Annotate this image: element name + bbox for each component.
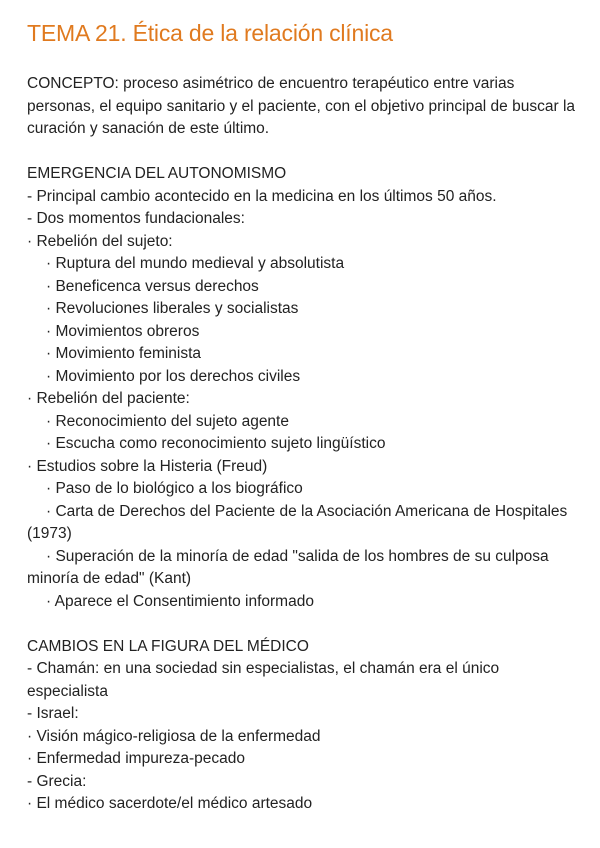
list-item: · Escucha como reconocimiento sujeto lingüístico bbox=[46, 435, 386, 452]
list-item: · Movimiento por los derechos civiles bbox=[46, 367, 301, 385]
list-item: - Dos momentos fundacionales: bbox=[27, 210, 245, 227]
concept-text: proceso asimétrico de encuentro terapéutico entre varias personas, el equipo sanitario y el paciente, con el objetivo principal de buscar la curación y sanación de este último. bbox=[27, 75, 576, 137]
section-lines bbox=[27, 658, 577, 816]
list-item: - Chamán: en una sociedad sin especialistas, el chamán era el único especialista bbox=[27, 660, 500, 700]
list-item: · Carta de Derechos del Paciente de la Asociación Americana de Hospitales (1973) bbox=[27, 502, 568, 542]
list-item: · Enfermedad impureza-pecado bbox=[27, 750, 245, 767]
spacer bbox=[27, 613, 577, 636]
list-item: · Visión mágico-religiosa de la enfermedad bbox=[27, 727, 321, 745]
list-item: · El médico sacerdote/el médico artesado bbox=[27, 795, 313, 812]
list-item: · Ruptura del mundo medieval y absolutista bbox=[46, 255, 345, 272]
section-autonomismo bbox=[27, 163, 577, 613]
list-item: · Movimiento feminista bbox=[46, 345, 202, 362]
list-item: · Superación de la minoría de edad "salida de los hombres de su culposa minoría de edad" (Kant) bbox=[27, 547, 549, 587]
list-item: · Rebelión del paciente: bbox=[27, 390, 190, 407]
list-item: - Grecia: bbox=[27, 772, 87, 790]
list-item: · Estudios sobre la Histeria (Freud) bbox=[27, 457, 268, 475]
concept-label: CONCEPTO: bbox=[27, 75, 119, 92]
list-item: · Reconocimiento del sujeto agente bbox=[46, 412, 289, 430]
list-item: - Principal cambio acontecido en la medicina en los últimos 50 años. bbox=[27, 187, 497, 205]
list-item: · Beneficenca versus derechos bbox=[46, 277, 259, 295]
section-lines bbox=[27, 186, 577, 614]
list-item: - Israel: bbox=[27, 705, 79, 722]
section-heading: EMERGENCIA DEL AUTONOMISMO bbox=[27, 165, 287, 182]
section-figura-medico bbox=[27, 636, 577, 816]
document-page bbox=[27, 18, 577, 816]
list-item: · Aparece el Consentimiento informado bbox=[46, 592, 314, 610]
section-heading: CAMBIOS EN LA FIGURA DEL MÉDICO bbox=[27, 637, 309, 655]
page-title: TEMA 21. Ética de la relación clínica bbox=[27, 20, 393, 46]
concept-paragraph bbox=[27, 73, 577, 141]
spacer bbox=[27, 141, 577, 164]
list-item: · Rebelión del sujeto: bbox=[27, 232, 173, 250]
list-item: · Revoluciones liberales y socialistas bbox=[46, 300, 299, 317]
list-item: · Paso de lo biológico a los biográfico bbox=[46, 480, 303, 497]
list-item: · Movimientos obreros bbox=[46, 322, 200, 340]
spacer bbox=[27, 48, 577, 73]
